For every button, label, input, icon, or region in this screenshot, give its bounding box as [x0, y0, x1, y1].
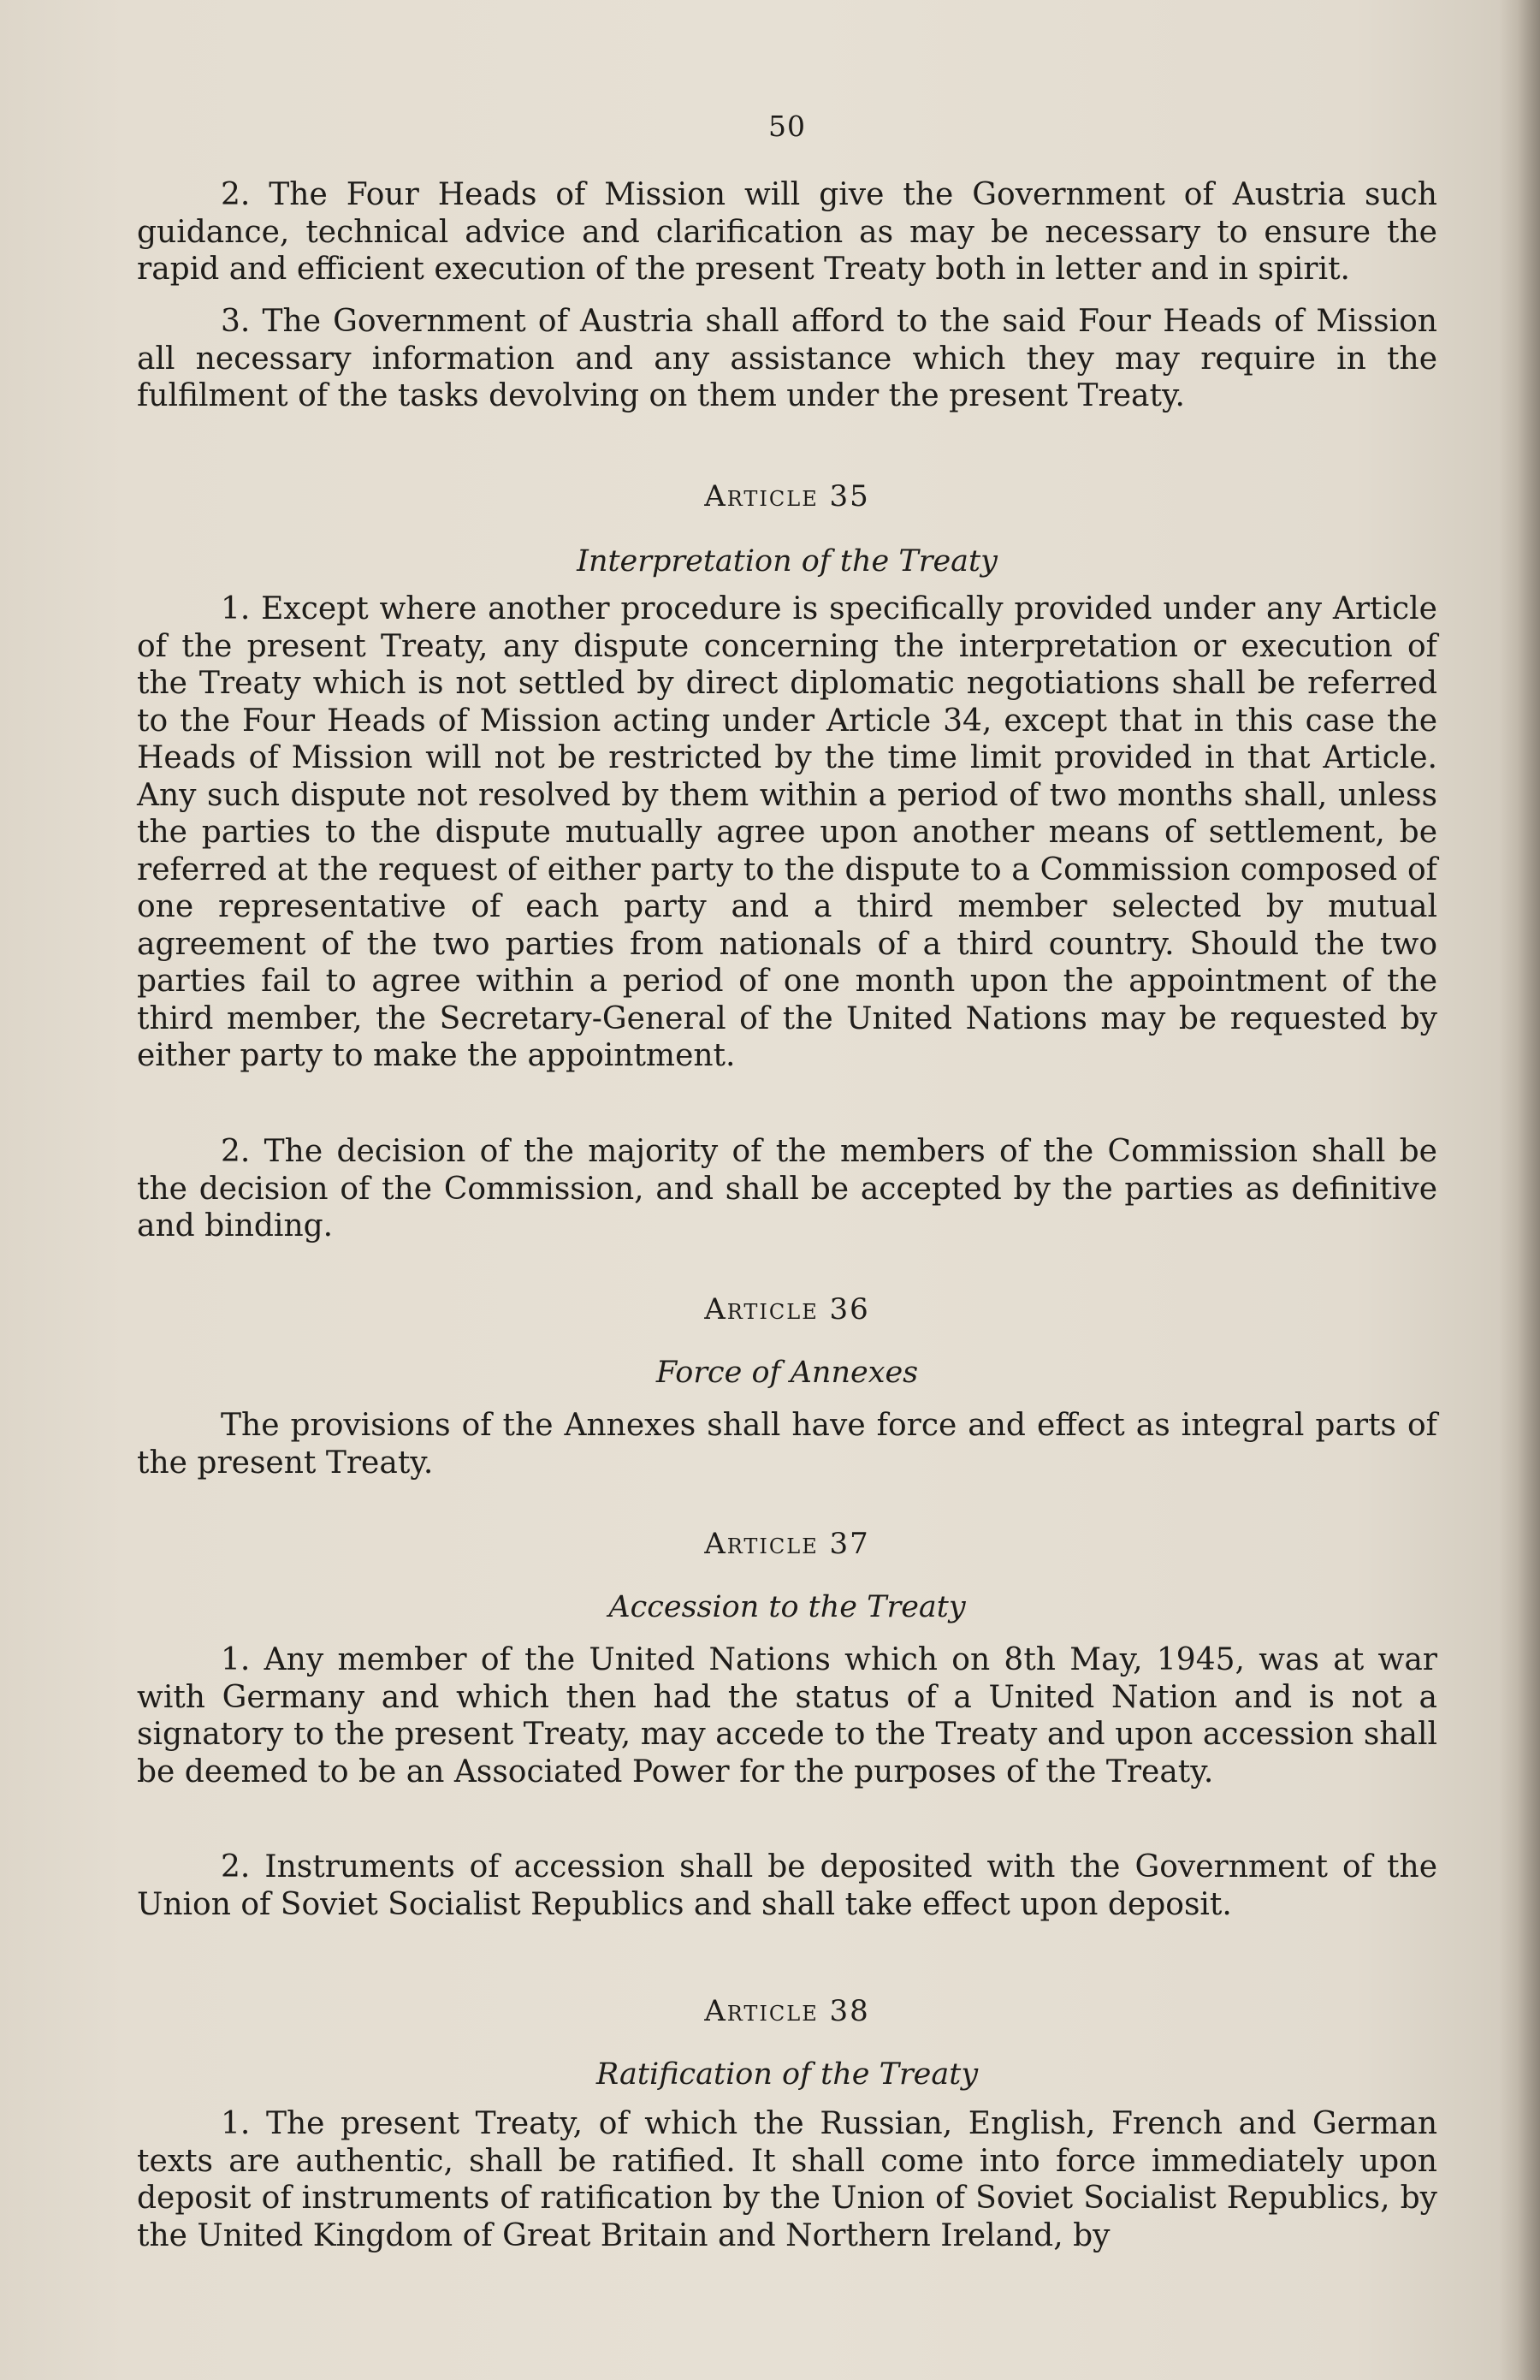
- paragraph-heads-of-mission-guidance: 2. The Four Heads of Mission will give the Government of Austria such guidance, technical advice and clarification as may be necessary to ensure the rapid and efficient execution of the present Treaty both in letter and in spirit.: [137, 177, 1437, 287]
- paragraph-government-assistance: 3. The Government of Austria shall afford to the said Four Heads of Mission all necessary information and any assistance which they may require in the fulfilment of the tasks devolving on them under the present Treaty.: [137, 304, 1437, 413]
- article-38-paragraph-1: 1. The present Treaty, of which the Russian, English, French and German texts are authentic, shall be ratified. It shall come into force immediately upon deposit of instruments of ratification by the Union of Soviet Socialist Republics, by the United Kingdom of Great Britain and Northern Ireland, by: [137, 2106, 1437, 2253]
- article-36-heading: Article 36: [704, 1292, 870, 1327]
- article-35-title: Interpretation of the Treaty: [577, 544, 998, 579]
- article-35-heading: Article 35: [704, 479, 870, 513]
- article-37-paragraph-2: 2. Instruments of accession shall be deposited with the Government of the Union of Soviet Socialist Republics and shall take effect upon deposit.: [137, 1849, 1437, 1922]
- article-38-heading: Article 38: [704, 1994, 870, 2028]
- page-number: 50: [768, 110, 806, 143]
- article-38-title: Ratification of the Treaty: [595, 2057, 979, 2092]
- article-35-paragraph-1: 1. Except where another procedure is specifically provided under any Article of the present Treaty, any dispute concerning the interpretation or execution of the Treaty which is not settled by direct diplomatic negotiations shall be referred to the Four Heads of Mission acting under Article 34, except that in this case the Heads of Mission will not be restricted by the time limit provided in that Article. Any such dispute not resolved by them within a period of two months shall, unless the parties to the dispute mutually agree upon another means of settlement, be referred at the request of either party to the dispute to a Commission composed of one representative of each party and a third member selected by mutual agreement of the two parties from nationals of a third country. Should the two parties fail to agree within a period of one month upon the appointment of the third member, the Secretary-General of the United Nations may be requested by either party to make the appointment.: [137, 591, 1437, 1073]
- article-35-paragraph-2: 2. The decision of the majority of the members of the Commission shall be the decision of the Commission, and shall be accepted by the parties as definitive and binding.: [137, 1134, 1437, 1243]
- article-36-title: Force of Annexes: [655, 1356, 919, 1390]
- page-edge-shadow: [1499, 0, 1540, 2380]
- article-37-title: Accession to the Treaty: [608, 1590, 966, 1624]
- article-37-heading: Article 37: [704, 1527, 870, 1561]
- article-37-paragraph-1: 1. Any member of the United Nations which on 8th May, 1945, was at war with Germany and which then had the status of a United Nation and is not a signatory to the present Treaty, may accede to the Treaty and upon accession shall be deemed to be an Associated Power for the purposes of the Treaty.: [137, 1642, 1437, 1789]
- article-36-paragraph: The provisions of the Annexes shall have force and effect as integral parts of the present Treaty.: [137, 1408, 1437, 1481]
